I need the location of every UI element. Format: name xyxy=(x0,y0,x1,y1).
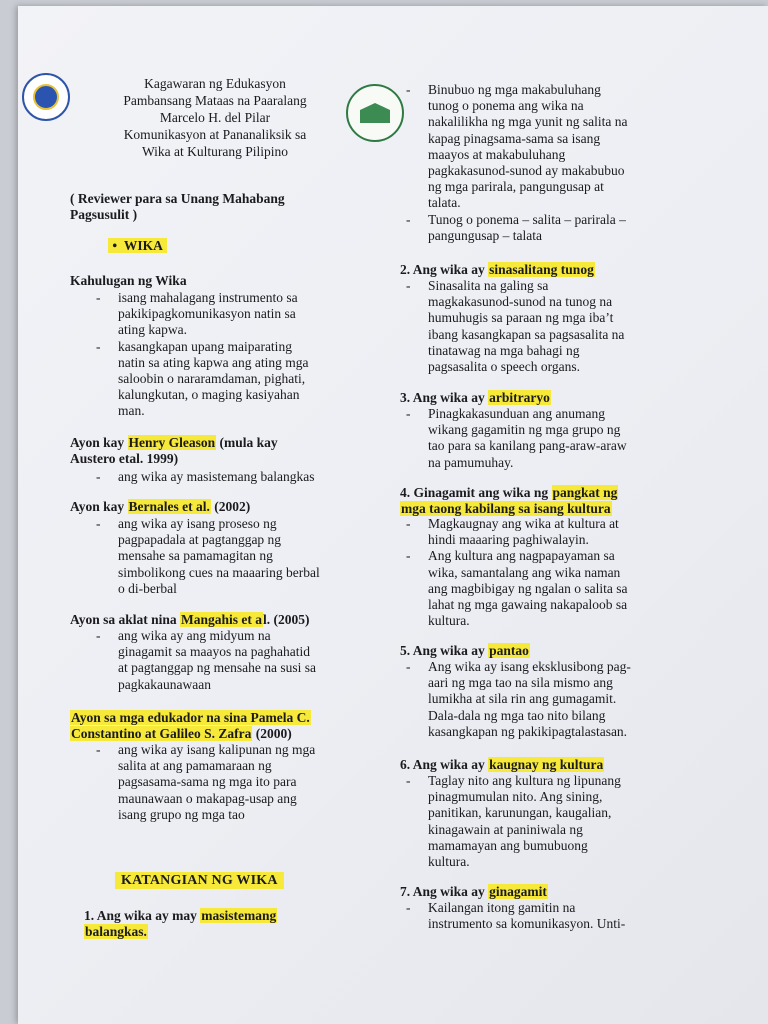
gleason-name: Henry Gleason xyxy=(128,435,216,450)
list-item: - Tunog o ponema – salita – parirala – pangungusap – talata xyxy=(406,211,626,243)
list-item: - Pinagkakasunduan ang anumang wikang gagamitin ng mga grupo ng tao para sa kanilang pang-araw-araw na pamumuhay. xyxy=(406,406,627,470)
list-item: - ang wika ay isang kalipunan ng mga salita at ang pamamaraan ng pagsasama-sama ng mga ito para maunawaan o makapag-usap ang isang grupo ng mga tao xyxy=(96,742,316,822)
katangian-6-list xyxy=(382,773,682,870)
header-line: Marcelo H. del Pilar xyxy=(159,110,271,125)
list-item: - ang wika ay ang midyum na ginagamit sa maayos na paghahatid at pagtanggap ng mensahe na susi sa pagkakaunawaan xyxy=(96,628,316,692)
section-title-wika: • WIKA xyxy=(108,238,167,254)
gleason-heading: Ayon kay Henry Gleason (mula kay Austero etal. 1999) xyxy=(70,435,278,467)
list-item: - kasangkapan upang maiparating natin sa ating kapwa ang ating mga saloobin o nararamdaman, pighati, kalungkutan, o maging kasiyahan man. xyxy=(96,338,309,419)
mangahis-list xyxy=(70,628,370,693)
bernales-list xyxy=(70,516,370,597)
header-line: Kagawaran ng Edukasyon xyxy=(144,76,286,91)
list-item: - Binubuo ng mga makabuluhang tunog o ponema ang wika na nakalilikha ng mga yunit ng salita na kapag pinagsama-sama sa isang maayos at makabuluhang pagkakasunod-sunod ay makabubuo ng mga parirala, pangungusap at talata. xyxy=(406,82,628,211)
katangian-3-list xyxy=(382,406,682,471)
katangian-1-heading: 1. Ang wika ay may masistemang balangkas. xyxy=(84,908,277,940)
section-title-katangian: KATANGIAN NG WIKA xyxy=(115,873,284,889)
list-item: - isang mahalagang instrumento sa pakikipagkomunikasyon natin sa ating kapwa. xyxy=(96,290,298,338)
list-item: - Ang kultura ang nagpapayaman sa wika, samantalang ang wika naman ang magbibigay ng ngalan o salita sa lahat ng mga gawaing nakapaloob sa kultura. xyxy=(406,548,628,629)
katangian-7-list xyxy=(382,900,682,932)
gleason-list xyxy=(70,469,370,485)
list-item: - Sinasalita na galing sa magkakasunod-sunod na tunog na humuhugis sa paraan ng mga iba’t ibang kasangkapan sa pagsasalita na tinatawag na mga bahagi ng pagsasalita o speech organs. xyxy=(406,278,625,375)
list-item: - ang wika ay masistemang balangkas xyxy=(96,469,315,484)
constantino-heading: Ayon sa mga edukador na sina Pamela C. Constantino at Galileo S. Zafra (2000) xyxy=(71,710,310,742)
katangian-5-list xyxy=(382,659,682,740)
kahulugan-list xyxy=(70,290,370,420)
header-line: Wika at Kulturang Pilipino xyxy=(141,144,289,159)
katangian-6-heading: 6. Ang wika ay kaugnay ng kultura xyxy=(400,757,604,772)
katangian-4-heading: 4. Ginagamit ang wika ng pangkat ng mga taong kabilang sa isang kultura xyxy=(400,485,618,517)
header-line: Pambansang Mataas na Paaralang xyxy=(123,93,307,108)
list-item: - Magkaugnay ang wika at kultura at hindi maaaring paghiwalayin. xyxy=(406,516,619,548)
katangian-5-heading: 5. Ang wika ay pantao xyxy=(400,643,529,658)
katangian-3-heading: 3. Ang wika ay arbitraryo xyxy=(400,390,550,405)
list-item: - Ang wika ay isang eksklusibong pag- aari ng mga tao na sila mismo ang lumikha at sila rin ang gumagamit. Dala-dala ng mga tao nito bilang kasangkapan ng pakikipagtalastasan. xyxy=(406,659,631,739)
header-line: Komunikasyon at Pananaliksik sa xyxy=(123,127,307,142)
document-header xyxy=(90,75,340,160)
constantino-list xyxy=(70,742,370,823)
bernales-name: Bernales et al. xyxy=(128,499,210,514)
mangahis-heading: Ayon sa aklat nina Mangahis et al. (2005) xyxy=(70,612,310,627)
katangian-1-list xyxy=(382,82,682,244)
kahulugan-title: Kahulugan ng Wika xyxy=(70,273,187,288)
katangian-2-list xyxy=(382,278,682,375)
list-item: - Kailangan itong gamitin na instrumento sa komunikasyon. Unti- xyxy=(406,900,626,932)
katangian-2-heading: 2. Ang wika ay sinasalitang tunog xyxy=(400,262,594,277)
reviewer-title: ( Reviewer para sa Unang Mahabang Pagsusulit ) xyxy=(70,191,285,223)
bernales-heading: Ayon kay Bernales et al. (2002) xyxy=(70,499,251,514)
katangian-7-heading: 7. Ang wika ay ginagamit xyxy=(400,884,547,899)
katangian-4-list xyxy=(382,516,682,629)
mangahis-name: Mangahis et a xyxy=(181,612,263,627)
list-item: - Taglay nito ang kultura ng lipunang pinagmumulan nito. Ang sining, panitikan, karunungan, kaugalian, kinagawain at paniniwala ng mamamayan ang bumubuong kultura. xyxy=(406,773,621,870)
deped-seal-logo xyxy=(22,73,70,121)
list-item: - ang wika ay isang proseso ng pagpapadala at pagtanggap ng mensahe sa pamamagitan ng simbolikong cues na maaaring berbal o di-berbal xyxy=(96,516,320,596)
